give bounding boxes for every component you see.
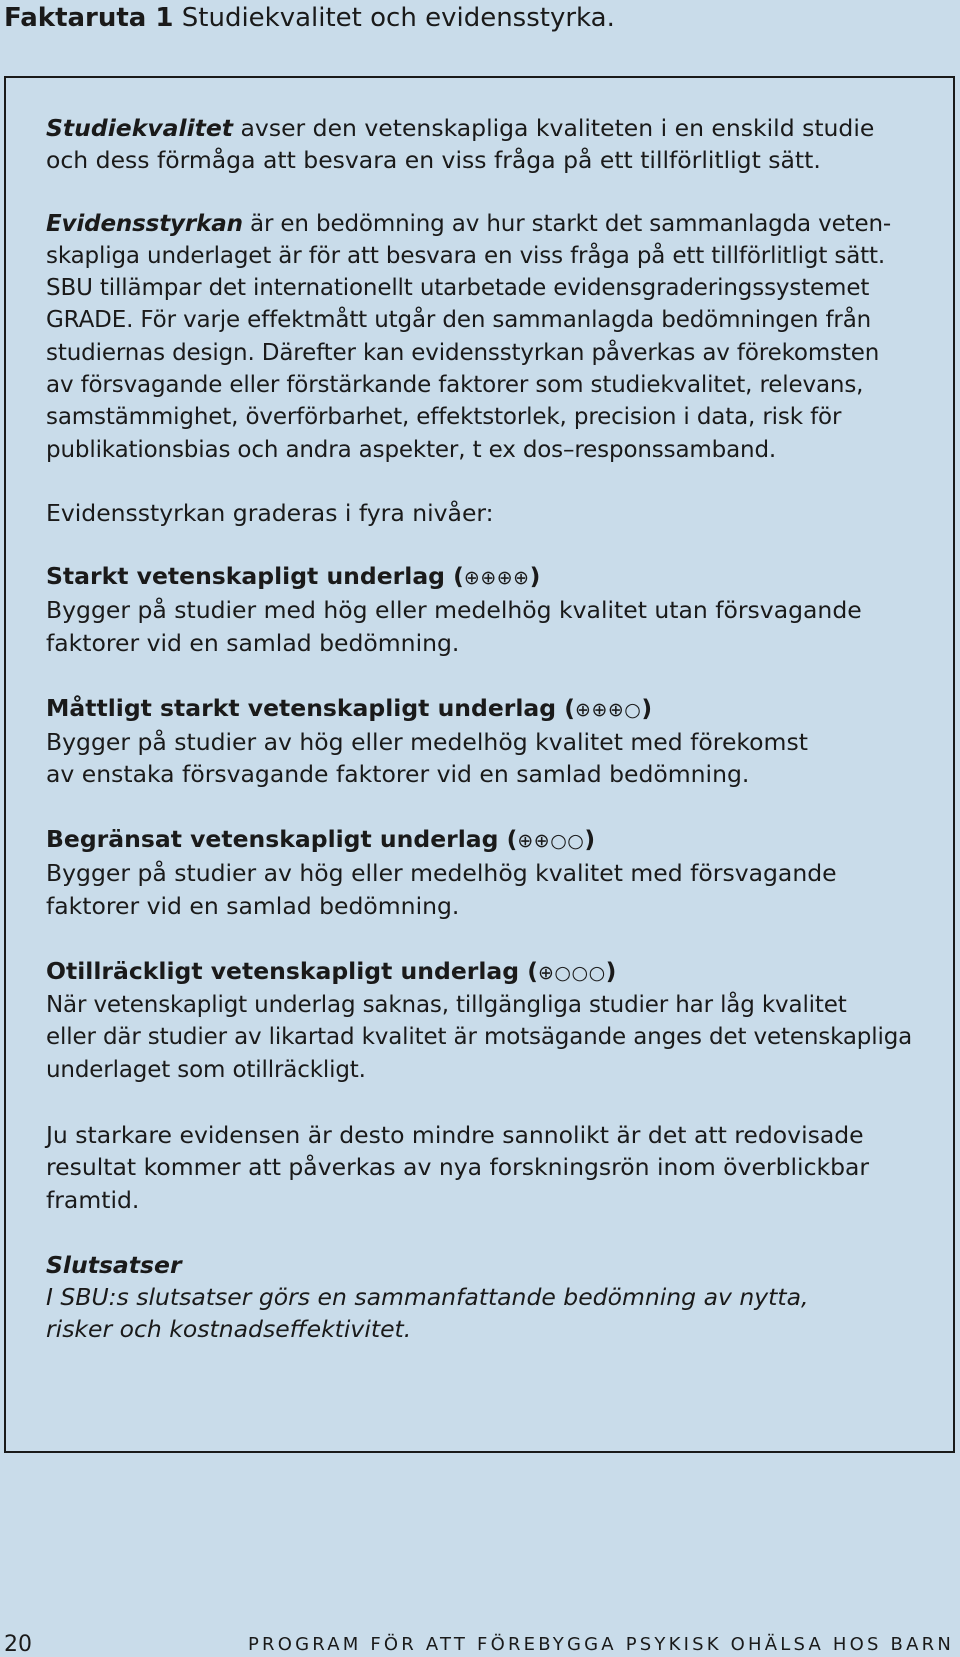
level-moderate: [46, 692, 926, 791]
level-line1: När vetenskapligt underlag saknas, tillgängliga studier har låg kvalitet: [46, 992, 847, 1019]
study-quality-term: Studiekvalitet: [46, 114, 234, 142]
level-strong: [46, 560, 926, 659]
level-line3: underlaget som otillräckligt.: [46, 1056, 366, 1083]
level-line2: eller där studier av likartad kvalitet är motsägande anges det vetenskapliga: [46, 1024, 913, 1051]
level-description: [46, 594, 926, 659]
level-title: Starkt vetenskapligt underlag: [46, 562, 445, 591]
level-line2: av enstaka försvagande faktorer vid en samlad bedömning.: [46, 760, 750, 789]
stronger-line3: framtid.: [46, 1185, 140, 1214]
factbox-content: [46, 112, 926, 1346]
evidence-strength-term: Evidensstyrkan: [46, 210, 243, 237]
evidence-line1: är en bedömning av hur starkt det sammanlagda veten-: [250, 210, 892, 237]
page-footer: [0, 1632, 960, 1657]
level-line2: faktorer vid en samlad bedömning.: [46, 628, 460, 657]
level-description: [46, 857, 926, 922]
study-quality-text: avser den vetenskapliga kvaliteten i en enskild studie: [240, 114, 875, 142]
factbox: [4, 76, 955, 1453]
level-limited: [46, 823, 926, 922]
level-heading: Otillräckligt vetenskapligt underlag (⊕○○○): [46, 957, 617, 986]
evidence-line8: publikationsbias och andra aspekter, t ex dos–responssamband.: [46, 436, 777, 463]
evidence-line2: skapliga underlaget är för att besvara en viss fråga på ett tillförlitligt sätt.: [46, 242, 886, 269]
level-description: [46, 726, 926, 791]
level-insufficient: [46, 955, 926, 1086]
evidence-line7: samstämmighet, överförbarhet, effektstorlek, precision i data, risk för: [46, 404, 842, 431]
grade-symbols: ⊕⊕⊕○: [575, 698, 642, 721]
level-title: Otillräckligt vetenskapligt underlag: [46, 957, 520, 986]
stronger-line1: Ju starkare evidensen är desto mindre sannolikt är det att redovisade: [46, 1120, 864, 1149]
running-title: PROGRAM FÖR ATT FÖREBYGGA PSYKISK OHÄLSA HOS BARN: [247, 1634, 954, 1655]
level-heading: Måttligt starkt vetenskapligt underlag (⊕⊕⊕○): [46, 693, 653, 722]
conclusions-line1: I SBU:s slutsatser görs en sammanfattande bedömning av nytta,: [46, 1283, 809, 1312]
study-quality-paragraph: [46, 112, 926, 177]
level-heading: Starkt vetenskapligt underlag (⊕⊕⊕⊕): [46, 562, 541, 591]
grade-symbols: ⊕⊕○○: [517, 830, 585, 853]
level-title: Begränsat vetenskapligt underlag: [46, 825, 499, 854]
level-line1: Bygger på studier av hög eller medelhög kvalitet med försvagande: [46, 859, 837, 888]
factbox-title: Studiekvalitet och evidensstyrka.: [181, 3, 615, 33]
stronger-line2: resultat kommer att påverkas av nya forskningsrön inom överblickbar: [46, 1153, 870, 1182]
evidence-line4: GRADE. För varje effektmått utgår den sammanlagda bedömningen från: [46, 307, 872, 334]
conclusions-section: [46, 1249, 926, 1346]
level-line1: Bygger på studier med hög eller medelhög kvalitet utan försvagande: [46, 596, 862, 625]
grade-symbols: ⊕○○○: [538, 962, 606, 985]
evidence-line3: SBU tillämpar det internationellt utarbetade evidensgraderingssystemet: [46, 275, 870, 302]
page-heading: [4, 0, 615, 36]
conclusions-line2: risker och kostnadseffektivitet.: [46, 1315, 412, 1344]
level-line2: faktorer vid en samlad bedömning.: [46, 891, 460, 920]
evidence-line6: av försvagande eller förstärkande faktorer som studiekvalitet, relevans,: [46, 372, 864, 399]
page-number: 20: [4, 1632, 32, 1657]
evidence-line5: studiernas design. Därefter kan evidensstyrkan påverkas av förekomsten: [46, 339, 880, 366]
stronger-evidence-paragraph: [46, 1119, 926, 1216]
level-heading: Begränsat vetenskapligt underlag (⊕⊕○○): [46, 825, 596, 854]
conclusions-title: Slutsatser: [46, 1250, 182, 1279]
level-line1: Bygger på studier av hög eller medelhög kvalitet med förekomst: [46, 727, 808, 756]
factbox-label: Faktaruta 1: [4, 3, 174, 33]
level-title: Måttligt starkt vetenskapligt underlag: [46, 693, 557, 722]
evidence-strength-paragraph: [46, 208, 926, 466]
level-description: [46, 989, 926, 1086]
study-quality-line2: och dess förmåga att besvara en viss fråga på ett tillförlitligt sätt.: [46, 146, 821, 175]
grade-symbols: ⊕⊕⊕⊕: [463, 567, 530, 590]
conclusions-text: [46, 1281, 926, 1346]
levels-intro: Evidensstyrkan graderas i fyra nivåer:: [46, 498, 494, 527]
